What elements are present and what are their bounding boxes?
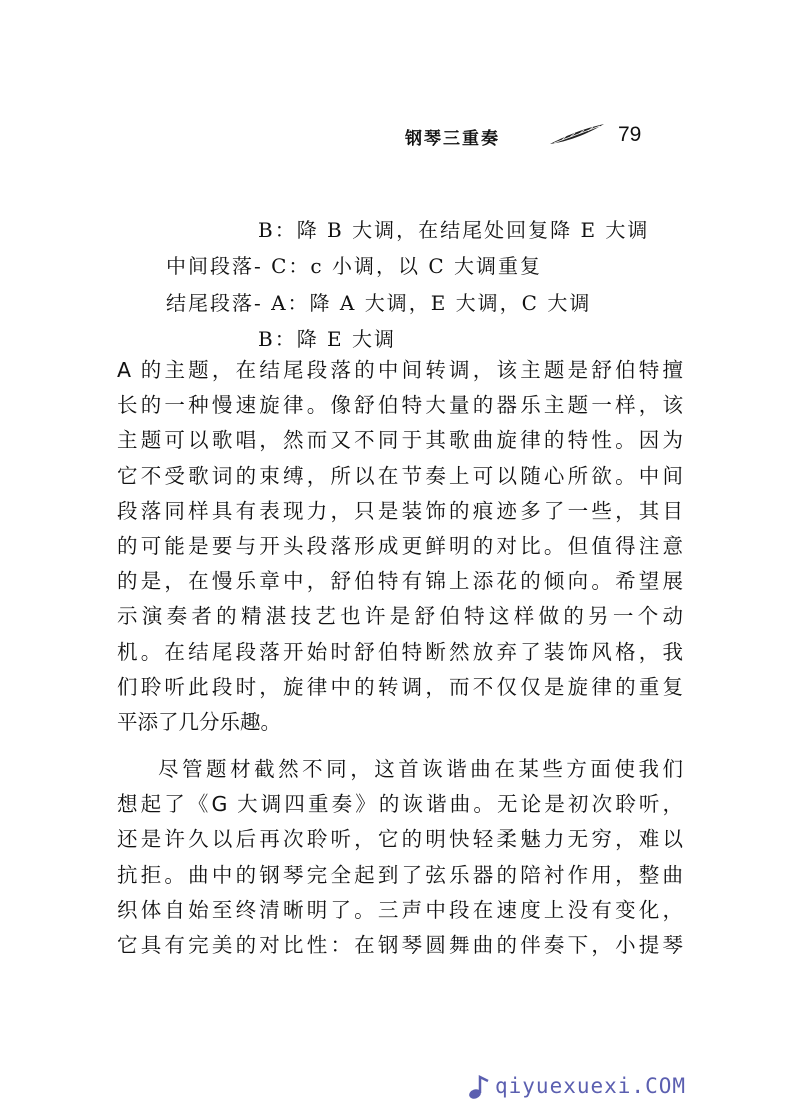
running-header-title: 钢琴三重奏 bbox=[405, 129, 500, 149]
paragraph-slow-movement bbox=[117, 353, 683, 740]
music-note-icon bbox=[467, 1074, 491, 1100]
form-line-closing-section: 结尾段落- A：降 A 大调，E 大调，C 大调 bbox=[166, 291, 592, 315]
paragraph-line: 它具有完美的对比性：在钢琴圆舞曲的伴奏下，小提琴 bbox=[117, 933, 683, 958]
page-number: 79 bbox=[618, 123, 642, 146]
paragraph-line: 它不受歌词的束缚，所以在节奏上可以随心所欲。中间 bbox=[117, 463, 683, 488]
paragraph-line: 想起了《G 大调四重奏》的诙谐曲。无论是初次聆听， bbox=[117, 792, 683, 817]
paragraph-line: 还是许久以后再次聆听，它的明快轻柔魅力无穷，难以 bbox=[117, 827, 683, 852]
form-line-closing-b: B：降 E 大调 bbox=[258, 327, 397, 351]
paragraph-line: A 的主题，在结尾段落的中间转调，该主题是舒伯特擅 bbox=[117, 358, 683, 382]
paragraph-line: 们聆听此段时，旋律中的转调，而不仅仅是旋律的重复 bbox=[117, 674, 683, 699]
form-line-middle-section: 中间段落- C：c 小调，以 C 大调重复 bbox=[166, 254, 542, 278]
quill-feather-icon bbox=[548, 122, 606, 146]
paragraph-scherzo bbox=[117, 752, 683, 963]
paragraph-line: 平添了几分乐趣。 bbox=[117, 710, 281, 735]
paragraph-line: 长的一种慢速旋律。像舒伯特大量的器乐主题一样，该 bbox=[117, 393, 683, 418]
paragraph-line: 抗拒。曲中的钢琴完全起到了弦乐器的陪衬作用，整曲 bbox=[117, 862, 683, 887]
paragraph-line: 织体自始至终清晰明了。三声中段在速度上没有变化， bbox=[117, 897, 683, 922]
paragraph-line: 的可能是要与开头段落形成更鲜明的对比。但值得注意 bbox=[117, 534, 683, 559]
paragraph-line: 主题可以歌唱，然而又不同于其歌曲旋律的特性。因为 bbox=[117, 428, 683, 453]
paragraph-line: 的是，在慢乐章中，舒伯特有锦上添花的倾向。希望展 bbox=[117, 569, 683, 594]
form-line-b-section: B：降 B 大调，在结尾处回复降 E 大调 bbox=[258, 218, 650, 242]
paragraph-line: 尽管题材截然不同，这首诙谐曲在某些方面使我们 bbox=[158, 757, 683, 781]
paragraph-line: 示演奏者的精湛技艺也许是舒伯特这样做的另一个动 bbox=[117, 604, 683, 629]
paragraph-line: 机。在结尾段落开始时舒伯特断然放弃了装饰风格，我 bbox=[117, 639, 683, 664]
site-watermark: qiyuexuexi.COM bbox=[495, 1074, 687, 1098]
paragraph-line: 段落同样具有表现力，只是装饰的痕迹多了一些，其目 bbox=[117, 498, 683, 523]
